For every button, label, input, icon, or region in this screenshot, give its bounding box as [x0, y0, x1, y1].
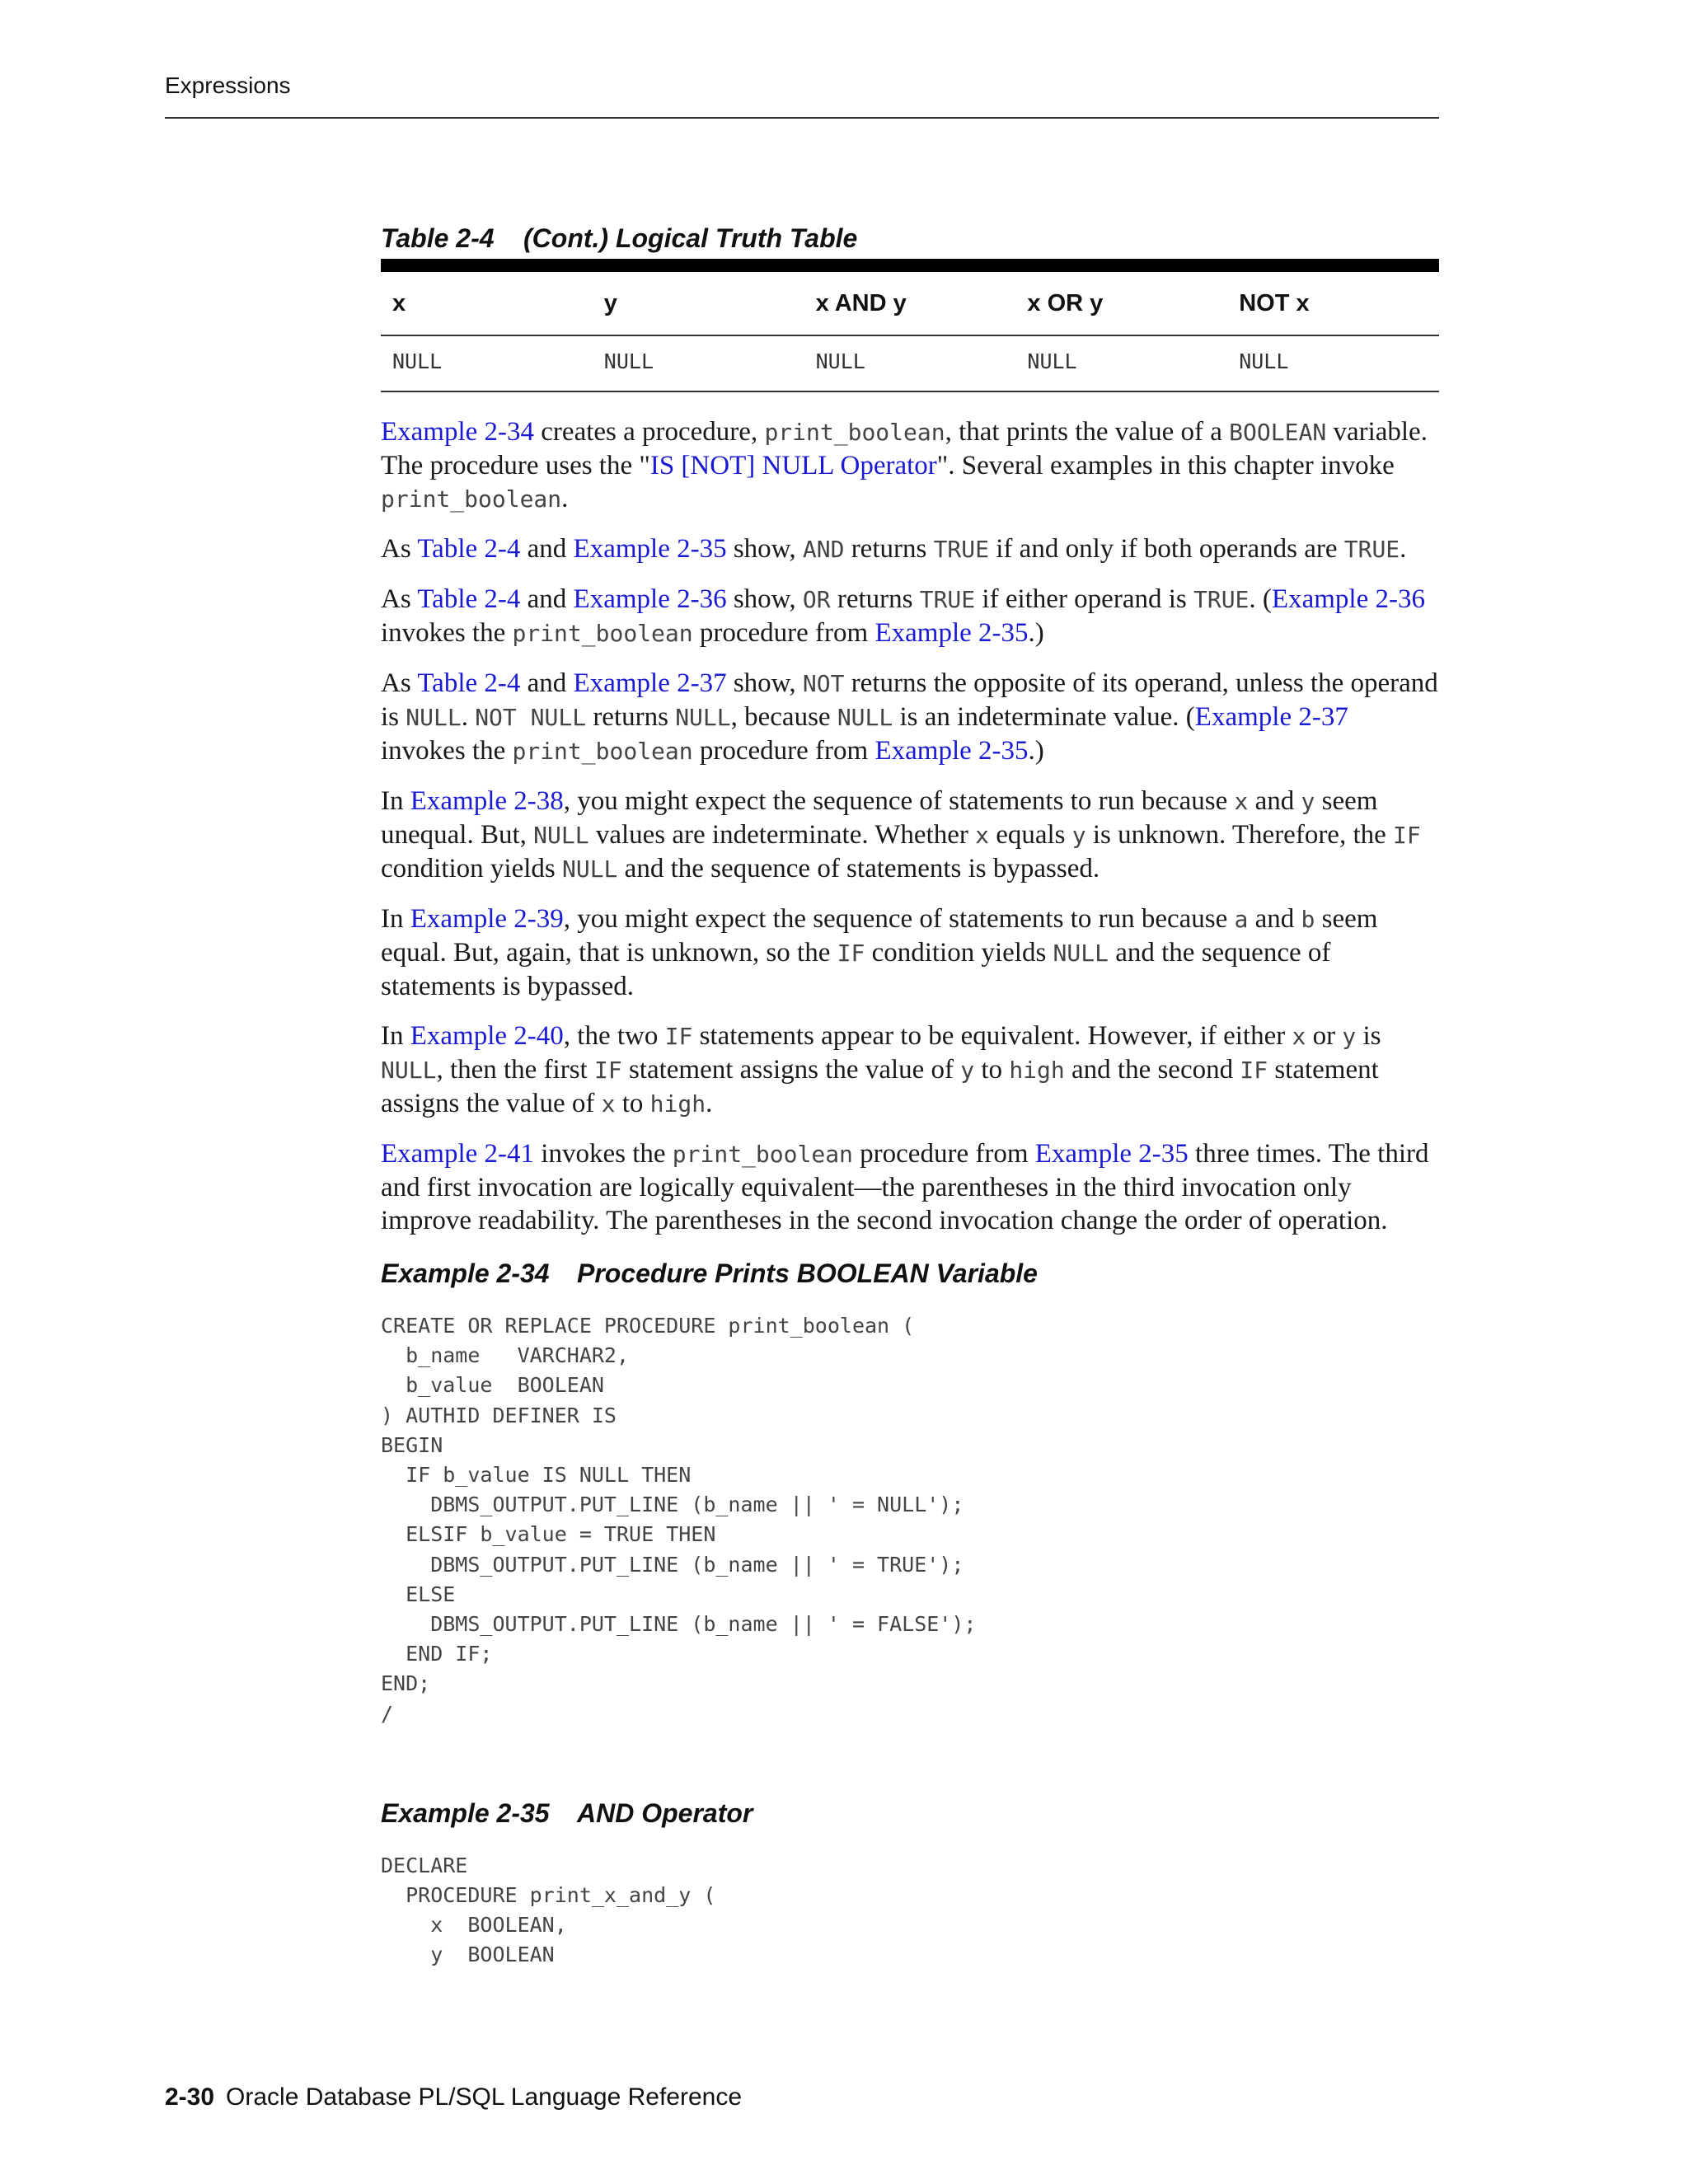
text-run: show, [726, 534, 803, 564]
inline-code: NOT [802, 670, 845, 697]
example-caption [381, 1257, 1439, 1290]
inline-code: print_boolean [512, 620, 693, 647]
inline-code: print_boolean [672, 1141, 853, 1168]
text-run: In [381, 786, 410, 816]
example-title: AND Operator [577, 1797, 753, 1828]
inline-code: y [1071, 822, 1086, 849]
table-top-bar [381, 259, 1439, 272]
inline-code: NULL [406, 704, 462, 731]
cross-reference-link[interactable]: Example 2-36 [573, 584, 727, 614]
inline-code: NOT NULL [475, 704, 587, 731]
text-run: and the sequence of statements is bypassed. [617, 854, 1100, 883]
text-run: variable. The procedure uses the " [381, 417, 1428, 480]
cross-reference-link[interactable]: IS [NOT] NULL Operator [649, 451, 937, 480]
example-caption [381, 1797, 1439, 1830]
table-row [381, 336, 1439, 392]
text-run: . [706, 1089, 713, 1118]
text-run: and the sequence of statements is bypassed. [381, 938, 1331, 1001]
text-run: creates a procedure, [534, 417, 765, 447]
body-paragraph [381, 667, 1439, 768]
cross-reference-link[interactable]: Example 2-35 [874, 736, 1029, 766]
inline-code: NULL [381, 1057, 437, 1084]
text-run: and [1248, 786, 1301, 816]
text-run: equals [988, 820, 1072, 850]
text-run: .) [1028, 736, 1044, 766]
inline-code: x [975, 822, 989, 849]
table-header-row [381, 272, 1439, 336]
text-run: or [1306, 1021, 1343, 1051]
column-header-x: x [392, 290, 406, 316]
body-paragraph [381, 785, 1439, 886]
header-rule [165, 117, 1439, 119]
text-run: returns the opposite of its operand, unless the operand is [381, 668, 1438, 732]
text-run: statement assigns the value of [621, 1055, 961, 1085]
inline-code: print_boolean [764, 419, 945, 446]
table-number: Table 2-4 [381, 223, 495, 253]
text-run: . [1400, 534, 1407, 564]
cross-reference-link[interactable]: Table 2-4 [417, 584, 521, 614]
example-number: Example 2-34 [381, 1258, 550, 1288]
text-run: and [520, 534, 574, 564]
cross-reference-link[interactable]: Example 2-37 [573, 668, 727, 698]
inline-code: OR [802, 586, 831, 613]
table-cell: NULL [603, 349, 654, 373]
text-run: is unknown. Therefore, the [1085, 820, 1394, 850]
column-header-x-or-y: x OR y [1027, 290, 1104, 316]
text-run: . [461, 702, 476, 732]
text-run: if either operand is [975, 584, 1193, 614]
example-number: Example 2-35 [381, 1797, 550, 1828]
running-header: Expressions [165, 73, 291, 98]
inline-code: TRUE [1343, 536, 1400, 563]
inline-code: x [1292, 1023, 1306, 1050]
body-text [381, 415, 1439, 1237]
inline-code: AND [802, 536, 845, 563]
cross-reference-link[interactable]: Table 2-4 [417, 668, 521, 698]
body-paragraph [381, 1019, 1439, 1121]
inline-code: b [1301, 906, 1315, 933]
text-run: In [381, 1021, 410, 1051]
text-run: returns [586, 702, 676, 732]
text-run: returns [830, 584, 920, 614]
table-caption [381, 221, 1439, 255]
text-run: , you might expect the sequence of statements to run because [563, 904, 1235, 934]
cross-reference-link[interactable]: Example 2-35 [1034, 1139, 1189, 1169]
table-cell: NULL [1027, 349, 1077, 373]
inline-code: TRUE [933, 536, 990, 563]
text-run: . [561, 484, 569, 513]
text-run: seem equal. But, again, that is unknown, so the [381, 904, 1378, 968]
cross-reference-link[interactable]: Example 2-34 [381, 417, 535, 447]
text-run: , you might expect the sequence of statements to run because [563, 786, 1235, 816]
text-run: , the two [563, 1021, 665, 1051]
text-run: returns [844, 534, 934, 564]
inline-code: NULL [1053, 940, 1109, 967]
text-run: As [381, 584, 418, 614]
inline-code: NULL [561, 855, 618, 883]
cross-reference-link[interactable]: Example 2-36 [1271, 584, 1425, 614]
body-paragraph [381, 583, 1439, 650]
text-run: three times. The third and first invocation are logically equivalent—the parentheses in the third invocation only improve readability. The parentheses in the second invocation change the order of operation. [381, 1139, 1429, 1235]
body-paragraph [381, 902, 1439, 1003]
text-run: to [615, 1089, 650, 1118]
cross-reference-link[interactable]: Example 2-40 [410, 1021, 564, 1051]
table-cell: NULL [392, 349, 443, 373]
body-paragraph [381, 1137, 1439, 1237]
text-run: procedure from [692, 618, 875, 648]
table-title: (Cont.) Logical Truth Table [523, 223, 858, 253]
text-run: and [520, 668, 574, 698]
page-footer [165, 2083, 742, 2111]
text-run: As [381, 668, 418, 698]
text-run: show, [726, 584, 803, 614]
text-run: is an indeterminate value. ( [893, 702, 1195, 732]
text-run: , that prints the value of a [945, 417, 1230, 447]
text-run: invokes the [534, 1139, 673, 1169]
text-run: In [381, 904, 410, 934]
inline-code: y [1342, 1023, 1357, 1050]
inline-code: IF [1393, 822, 1421, 849]
cross-reference-link[interactable]: Example 2-35 [573, 534, 727, 564]
inline-code: a [1234, 906, 1249, 933]
text-run: statement assigns the value of [381, 1055, 1379, 1118]
inline-code: IF [664, 1023, 693, 1050]
text-run: invokes the [381, 618, 513, 648]
text-run: values are indeterminate. Whether [588, 820, 976, 850]
text-run: is [1356, 1021, 1381, 1051]
inline-code: TRUE [1193, 586, 1250, 613]
cross-reference-link[interactable]: Example 2-38 [410, 786, 564, 816]
cross-reference-link[interactable]: Example 2-37 [1194, 702, 1348, 732]
column-header-not-x: NOT x [1239, 290, 1310, 316]
text-run: and [520, 584, 574, 614]
inline-code: x [601, 1090, 616, 1118]
example-title: Procedure Prints BOOLEAN Variable [577, 1258, 1038, 1288]
book-title: Oracle Database PL/SQL Language Reference [226, 2083, 743, 2111]
page-number: 2-30 [165, 2083, 215, 2111]
cross-reference-link[interactable]: Example 2-41 [381, 1139, 535, 1169]
table-cell: NULL [815, 349, 865, 373]
inline-code: TRUE [919, 586, 976, 613]
body-paragraph [381, 415, 1439, 516]
text-run: and the second [1064, 1055, 1240, 1085]
code-block: DECLARE PROCEDURE print_x_and_y ( x BOOLEAN, y BOOLEAN [381, 1853, 716, 1967]
text-run: As [381, 534, 418, 564]
text-run: seem unequal. But, [381, 786, 1378, 850]
cross-reference-link[interactable]: Example 2-39 [410, 904, 564, 934]
text-run: to [974, 1055, 1010, 1085]
cross-reference-link[interactable]: Table 2-4 [417, 534, 521, 564]
page-content [381, 221, 1439, 1971]
body-paragraph [381, 532, 1439, 566]
text-run: statements appear to be equivalent. However, if either [692, 1021, 1292, 1051]
text-run: , because [730, 702, 837, 732]
cross-reference-link[interactable]: Example 2-35 [874, 618, 1029, 648]
text-run: , then the first [436, 1055, 594, 1085]
code-block: CREATE OR REPLACE PROCEDURE print_boolean ( b_name VARCHAR2, b_value BOOLEAN ) AUTHID DEFINER IS BEGIN IF b_value IS NULL THEN DBMS_OUTPUT.PUT_LINE (b_name || ' = NULL'); ELSIF b_value = TRUE THEN DBMS_OUTPUT.PUT_LINE (b_name || ' = TRUE'); ELSE DBMS_OUTPUT.PUT_LINE (b_name || ' = FALSE'); END IF; END; / [381, 1314, 977, 1726]
text-run: and [1248, 904, 1301, 934]
inline-code: print_boolean [381, 485, 562, 513]
text-run: . ( [1249, 584, 1272, 614]
text-run: invokes the [381, 736, 513, 766]
inline-code: IF [593, 1057, 622, 1084]
inline-code: NULL [533, 822, 589, 849]
inline-code: x [1234, 788, 1249, 815]
inline-code: high [649, 1090, 706, 1118]
inline-code: NULL [837, 704, 893, 731]
table-cell: NULL [1239, 349, 1289, 373]
inline-code: high [1009, 1057, 1065, 1084]
column-header-x-and-y: x AND y [815, 290, 907, 316]
text-run: show, [726, 668, 803, 698]
inline-code: y [960, 1057, 975, 1084]
inline-code: y [1301, 788, 1315, 815]
text-run: condition yields [865, 938, 1053, 968]
inline-code: NULL [675, 704, 731, 731]
inline-code: IF [837, 940, 865, 967]
inline-code: IF [1240, 1057, 1268, 1084]
text-run: procedure from [692, 736, 875, 766]
column-header-y: y [603, 290, 617, 316]
text-run: procedure from [852, 1139, 1035, 1169]
text-run: if and only if both operands are [989, 534, 1344, 564]
inline-code: print_boolean [512, 738, 693, 765]
inline-code: BOOLEAN [1229, 419, 1327, 446]
text-run: .) [1028, 618, 1044, 648]
text-run: ". Several examples in this chapter invoke [936, 451, 1395, 480]
text-run: condition yields [381, 854, 562, 883]
